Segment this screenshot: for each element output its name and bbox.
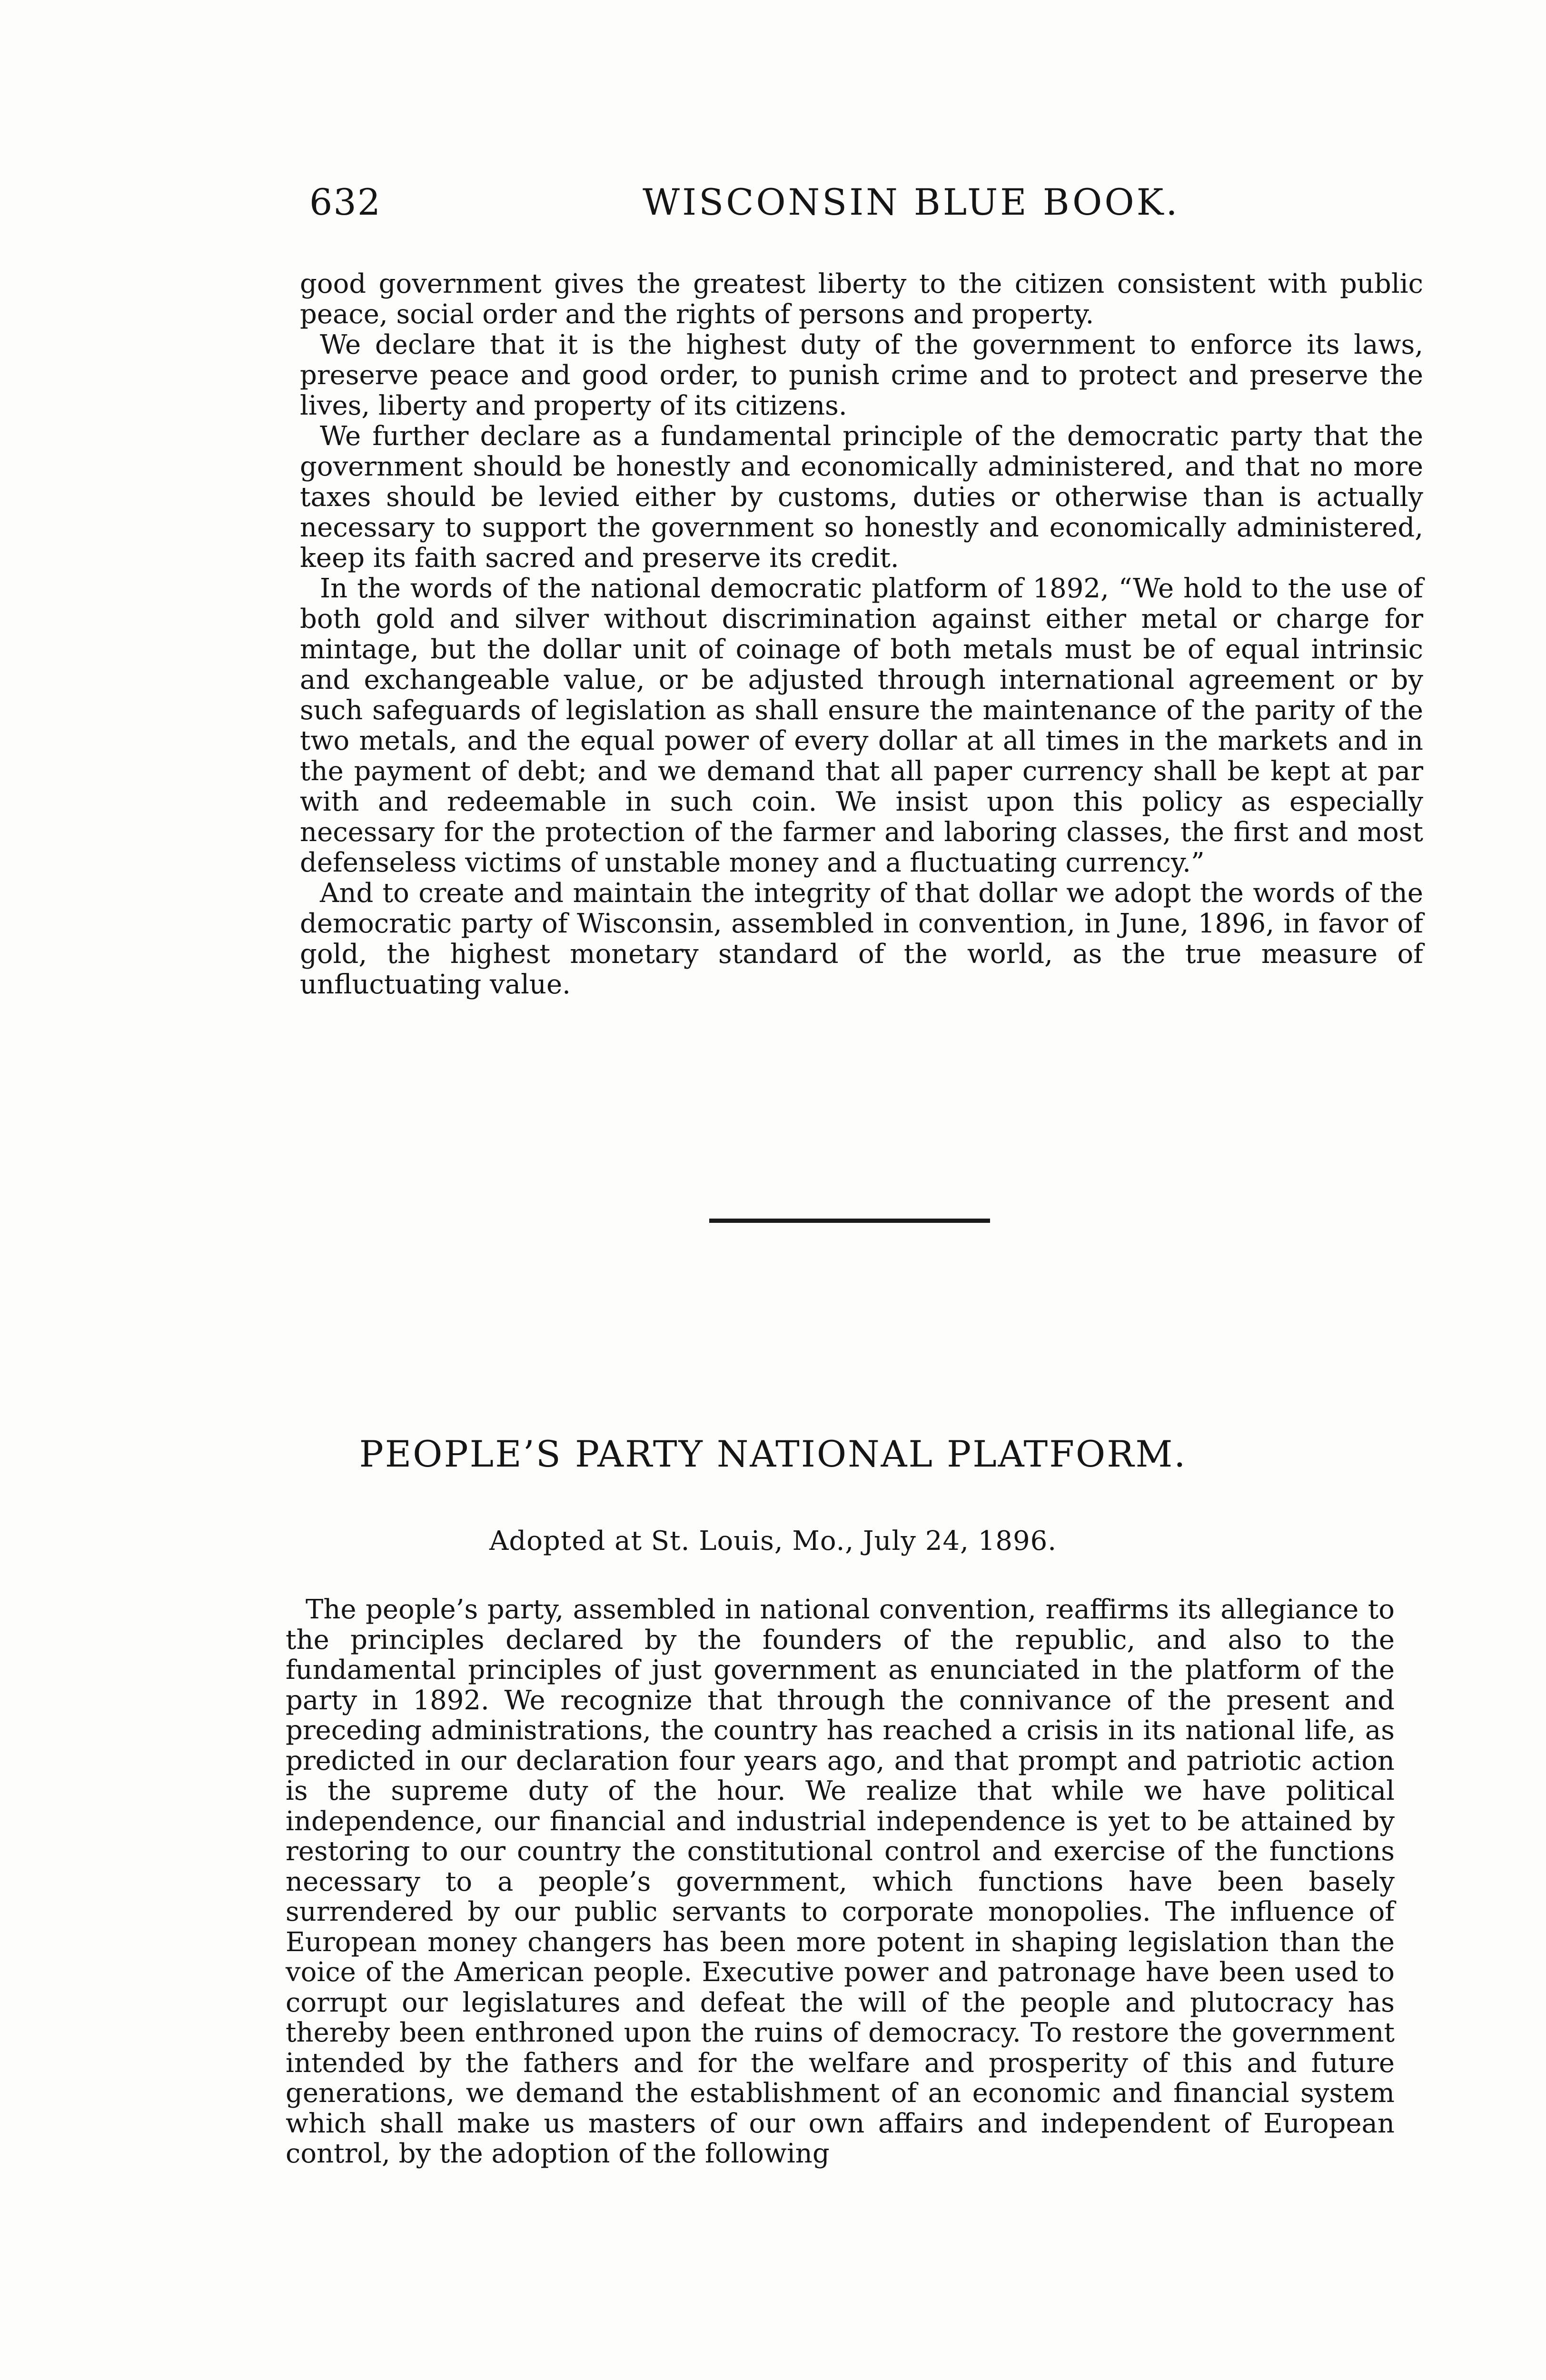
page-header [309, 181, 1433, 238]
paragraph: The people’s party, assembled in national convention, reaffirms its allegiance to the principles declared by the founders of the republic, and also to the fundamental principles of just government as enunciated in the platform of the party in 1892. We recognize that through the connivance of the present and preceding administrations, the country has reached a crisis in its national life, as predicted in our declaration four years ago, and that prompt and patriotic action is the supreme duty of the hour. We realize that while we have political independence, our financial and industrial independence is yet to be attained by restoring to our country the constitutional control and exercise of the functions necessary to a people’s government, which functions have been basely surrendered by our public servants to corporate monopolies. The influence of European money changers has been more potent in shaping legislation than the voice of the American people. Executive power and patronage have been used to corrupt our legislatures and defeat the will of the people and plutocracy has thereby been enthroned upon the ruins of democracy. To restore the government intended by the fathers and for the welfare and prosperity of this and future generations, we demand the establishment of an economic and financial system which shall make us masters of our own affairs and independent of European control, by the adoption of the following [286, 1594, 1395, 2169]
page-number: 632 [309, 181, 382, 223]
paragraph: We further declare as a fundamental principle of the democratic party that the government should be honestly and economically administered, and that no more taxes should be levied either by customs, duties or otherwise than is actually necessary to support the government so honestly and economically administered, keep its faith sacred and preserve its credit. [300, 421, 1423, 574]
top-text-block [300, 269, 1423, 1000]
section-subtitle: Adopted at St. Louis, Mo., July 24, 1896. [489, 1526, 1057, 1557]
section-body [286, 1595, 1395, 2169]
paragraph: And to create and maintain the integrity of that dollar we adopt the words of the democratic party of Wisconsin, assembled in convention, in June, 1896, in favor of gold, the highest monetary standard of the world, as the true measure of unfluctuating value. [300, 878, 1423, 1000]
running-title: WISCONSIN BLUE BOOK. [643, 181, 1180, 223]
paragraph: good government gives the greatest liberty to the citizen consistent with public peace, social order and the rights of persons and property. [300, 268, 1423, 330]
section-title: PEOPLE’S PARTY NATIONAL PLATFORM. [359, 1433, 1187, 1475]
paragraph: In the words of the national democratic platform of 1892, “We hold to the use of both gold and silver without discrimination against either metal or charge for mintage, but the dollar unit of coinage of both metals must be of equal intrinsic and exchangeable value, or be adjusted through international agreement or by such safeguards of legislation as shall ensure the maintenance of the parity of the two metals, and the equal power of every dollar at all times in the markets and in the payment of debt; and we demand that all paper currency shall be kept at par with and redeemable in such coin. We insist upon this policy as especially necessary for the protection of the farmer and laboring classes, the first and most defenseless victims of unstable money and a fluctuating currency.” [300, 573, 1423, 878]
section-divider [709, 1219, 990, 1223]
paragraph: We declare that it is the highest duty of the government to enforce its laws, preserve peace and good order, to punish crime and to protect and preserve the lives, liberty and property of its citizens. [300, 329, 1423, 421]
